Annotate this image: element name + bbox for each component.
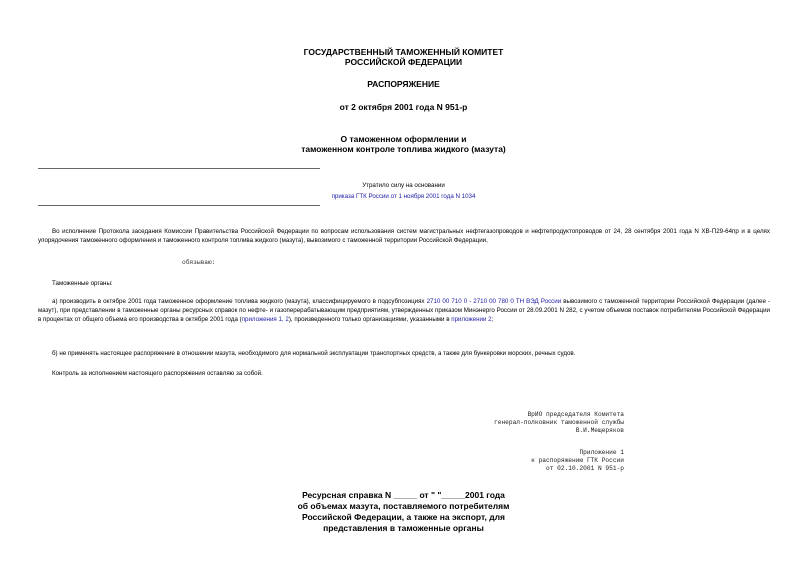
signatory-name: В.И.Мещеряков [575,427,624,434]
appendix-2-link[interactable]: приложении 2 [451,315,492,323]
appendices-link[interactable]: приложения 1, 2 [241,315,289,323]
certificate-line1: Ресурсная справка N _____ от " "_____2001 года [302,490,505,500]
status-text: Утратило силу на основании [362,182,445,189]
appendix-line1: Приложение 1 [579,449,624,456]
signature-line1: ВрИО председателя Комитета [527,411,624,418]
appendix-line3: от 02.10.2001 N 951-р [546,465,624,472]
obligate-word: обязываю: [182,259,216,266]
org-name-line2: РОССИЙСКОЙ ФЕДЕРАЦИИ [344,57,463,67]
tnved-code-link[interactable]: 2710 00 710 0 - 2710 00 780 0 ТН ВЭД России [426,298,562,305]
doc-date: от 2 октября 2001 года N 951-р [339,102,468,112]
certificate-line4: представления в таможенные органы [323,523,484,533]
item-b-paragraph: б) не применять настоящее распоряжение в отношении мазута, необходимого для нормальной эксплуатации транспортных средств, а также для бункеровки морских, речных судов. [52,350,576,357]
doc-title-line1: О таможенном оформлении и [340,134,467,144]
certificate-line3: Российской Федерации, а также на экспорт, для [302,512,505,522]
item-a-text-4: ; [491,315,494,323]
signature-line2: генерал-полковник таможенной службы [494,419,624,426]
customs-heading: Таможенные органы: [52,280,113,287]
divider-top [38,168,320,169]
item-a-text-2: вывозимого с таможенной территории Российской Федерации (далее - мазут), при представлении в таможенные органы ресурсных справок по нефте- и газоперерабатывающим предприятиям, утвержденных приказом Минэнерго России от 28.09.2001 N 282, с учетом объемов поставок потребителям Российской Федерации в процентах от общего объема его производства в октябре 2001 года ( [38,298,771,323]
doc-type: РАСПОРЯЖЕНИЕ [367,79,440,89]
item-a-text-3: ), произведенного только организациями, указанными в [288,315,452,323]
certificate-line2: об объемах мазута, поставляемого потребителям [297,501,510,511]
repeal-order-link[interactable]: приказа ГТК России от 1 ноября 2001 года N 1034 [331,193,476,200]
item-a-text-1: а) производить в октябре 2001 года таможенное оформление топлива жидкого (мазута), классифицируемого в подсубпозициях [52,298,427,305]
item-a-paragraph [38,298,770,324]
intro-paragraph: Во исполнение Протокола заседания Комиссии Правительства Российской Федерации по вопросам использования систем магистральных нефтегазопроводов и нефтепродуктопроводов от 24, 28 сентября 2001 года N ХВ-П29-64пр и в целях упорядочения таможенного оформления и таможенного контроля топлива жидкого (мазута), вывозимого с таможенной территории Российской Федерации, [38,228,770,244]
doc-title-line2: таможенном контроле топлива жидкого (мазута) [301,144,506,154]
control-paragraph: Контроль за исполнением настоящего распоряжения оставляю за собой. [52,370,263,377]
org-name-line1: ГОСУДАРСТВЕННЫЙ ТАМОЖЕННЫЙ КОМИТЕТ [303,47,504,57]
divider-bottom [38,205,320,206]
appendix-line2: к распоряжению ГТК России [531,457,624,464]
